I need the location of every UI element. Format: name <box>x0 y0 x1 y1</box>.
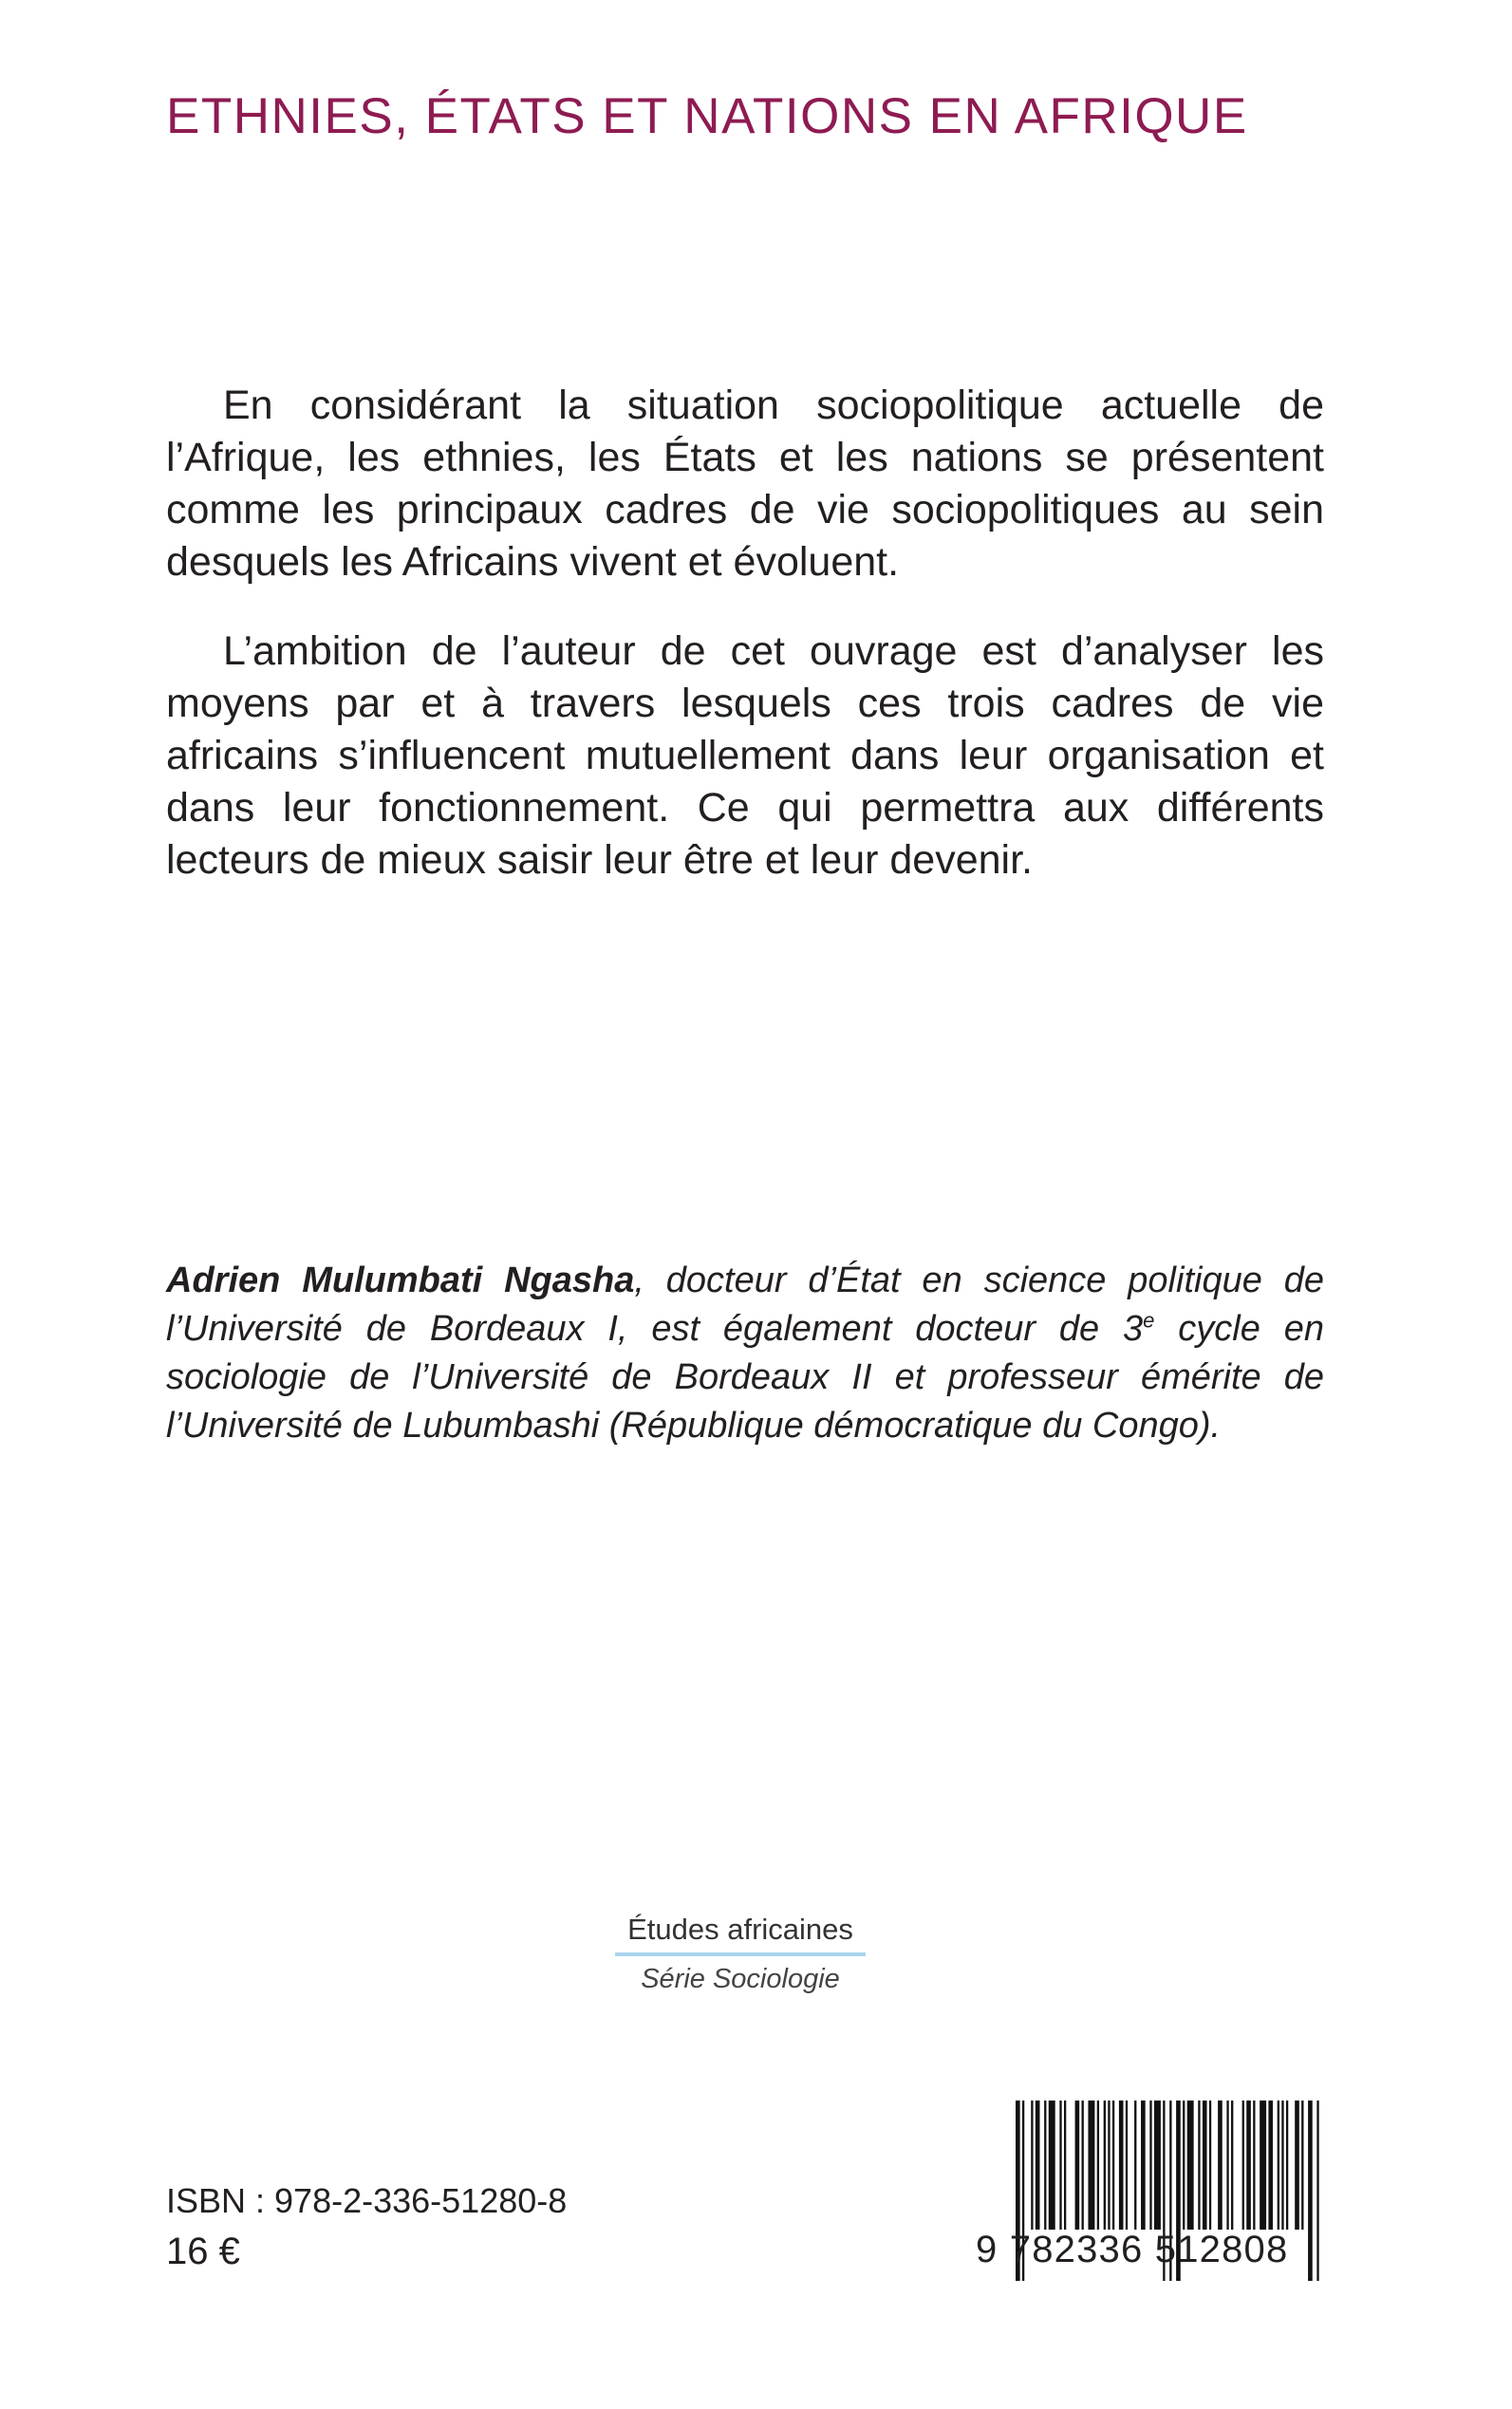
barcode-bar <box>1268 2101 1273 2230</box>
barcode-bar <box>1044 2101 1046 2230</box>
barcode-bar <box>1075 2101 1080 2230</box>
series-divider <box>615 1952 866 1956</box>
barcode-bar <box>1231 2101 1233 2230</box>
author-bio <box>166 1257 1324 1450</box>
barcode-bar <box>1088 2101 1094 2230</box>
barcode-bar <box>1149 2101 1151 2230</box>
series-subtitle: Série Sociologie <box>641 1964 840 1994</box>
barcode-bar <box>1082 2101 1084 2230</box>
barcode-bar <box>1064 2101 1066 2230</box>
barcode-bar <box>1209 2101 1211 2230</box>
barcode-bar <box>1141 2101 1146 2230</box>
barcode-bar <box>1119 2101 1124 2230</box>
series-name: Études africaines <box>627 1913 853 1946</box>
barcode-bar <box>1218 2101 1223 2230</box>
isbn: ISBN : 978-2-336-51280-8 <box>166 2181 568 2220</box>
series-logo <box>607 1913 873 1995</box>
author-bio-text: , docteur d’État en science politique de l’Université de Bordeaux I, est également docteur de 3 <box>166 1261 1324 1349</box>
barcode-digits: 9 782336 512808 <box>976 2229 1289 2270</box>
barcode-bar <box>1036 2101 1040 2230</box>
barcode-bar <box>1134 2101 1136 2230</box>
barcode-bar <box>1187 2101 1194 2230</box>
barcode-bar <box>1049 2101 1055 2230</box>
barcode-bar <box>1242 2101 1244 2230</box>
barcode-bar <box>1108 2101 1110 2230</box>
barcode-bar <box>1281 2101 1283 2230</box>
back-cover-blurb <box>166 380 1324 924</box>
barcode-bar <box>1278 2101 1279 2230</box>
barcode-bar <box>1183 2101 1185 2230</box>
book-title: ETHNIES, ÉTATS ET NATIONS EN AFRIQUE <box>166 88 1248 144</box>
barcode-bar <box>1253 2101 1255 2230</box>
price: 16 € <box>166 2231 240 2272</box>
barcode-bar <box>1246 2101 1251 2230</box>
barcode-bar <box>1226 2101 1228 2230</box>
barcode-bar <box>1198 2101 1200 2230</box>
author-name: Adrien Mulumbati Ngasha <box>166 1261 635 1300</box>
barcode-bar <box>1104 2101 1106 2230</box>
barcode-bar <box>1295 2101 1299 2230</box>
author-bio-text-end: cycle en sociologie de l’Université de Bordeaux II et professeur émérite de l’Université de Lubumbashi (République démocratique du Congo). <box>166 1309 1324 1446</box>
barcode-bar <box>1031 2101 1033 2230</box>
barcode-bar <box>1059 2101 1061 2230</box>
blurb-paragraph-1: En considérant la situation sociopolitique actuelle de l’Afrique, les ethnies, les États et les nations se présentent comme les principaux cadres de vie sociopolitiques au sein desquels les Africains vivent et évoluent. <box>166 383 1324 585</box>
barcode-bar <box>1260 2101 1266 2230</box>
barcode-bar <box>1154 2101 1161 2230</box>
barcode-bar <box>1286 2101 1288 2230</box>
barcode-bar <box>1203 2101 1207 2230</box>
barcode-bar <box>1301 2101 1303 2230</box>
barcode-bar <box>1126 2101 1128 2230</box>
barcode-bar <box>1112 2101 1114 2230</box>
author-bio-superscript: e <box>1143 1308 1155 1333</box>
barcode-bar <box>1097 2101 1099 2230</box>
blurb-paragraph-2: L’ambition de l’auteur de cet ouvrage est d’analyser les moyens par et à travers lesquels ces trois cadres de vie africains s’influencent mutuellement dans leur organisation et dans leur fonctionnement. Ce qui permettra aux différents lecteurs de mieux saisir leur être et leur devenir. <box>166 628 1324 883</box>
